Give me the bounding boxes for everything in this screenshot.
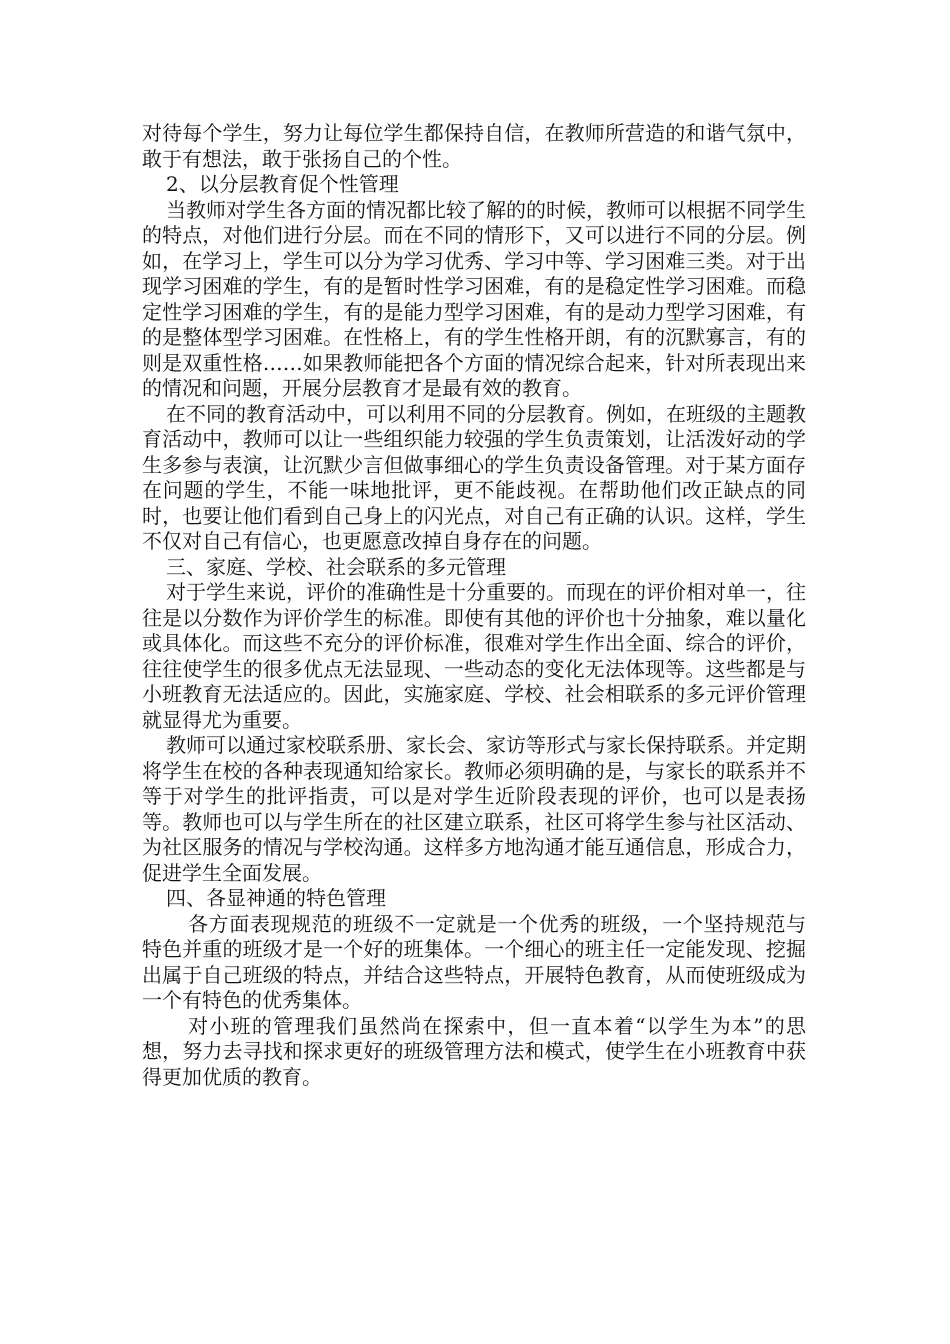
paragraph-evaluation: 对于学生来说，评价的准确性是十分重要的。而现在的评价相对单一，往往是以分数作为评价学生的标准。即使有其他的评价也十分抽象，难以量化或具体化。而这些不充分的评价标准，很难对学生作出全面、综合的评价，往往使学生的很多优点无法显现、一些动态的变化无法体现等。这些都是与小班教育无法适应的。因此，实施家庭、学校、社会相联系的多元评价管理就显得尤为重要。 bbox=[142, 580, 806, 732]
paragraph-home-school: 教师可以通过家校联系册、家长会、家访等形式与家长保持联系。并定期将学生在校的各种表现通知给家长。教师必须明确的是，与家长的联系并不等于对学生的批评指责，可以是对学生近阶段表现的评价，也可以是表扬等。教师也可以与学生所在的社区建立联系，社区可将学生参与社区活动、为社区服务的情况与学校沟通。这样多方地沟通才能互通信息，形成合力，促进学生全面发展。 bbox=[142, 733, 806, 885]
document-body bbox=[142, 121, 806, 1090]
section-heading-multi-management: 三、家庭、学校、社会联系的多元管理 bbox=[166, 554, 506, 579]
paragraph-conclusion: 对小班的管理我们虽然尚在探索中，但一直本着“以学生为本”的思想，努力去寻找和探求更好的班级管理方法和模式，使学生在小班教育中获得更加优质的教育。 bbox=[142, 1013, 806, 1089]
paragraph-layering: 当教师对学生各方面的情况都比较了解的的时候，教师可以根据不同学生的特点，对他们进行分层。而在不同的情形下，又可以进行不同的分层。例如，在学习上，学生可以分为学习优秀、学习中等、学习困难三类。对于出现学习困难的学生，有的是暂时性学习困难，有的是稳定性学习困难。而稳定性学习困难的学生，有的是能力型学习困难，有的是动力型学习困难，有的是整体型学习困难。在性格上，有的学生性格开朗，有的沉默寡言，有的则是双重性格……如果教师能把各个方面的情况综合起来，针对所表现出来的情况和问题，开展分层教育才是最有效的教育。 bbox=[142, 197, 806, 400]
paragraph-continuation: 对待每个学生，努力让每位学生都保持自信，在教师所营造的和谐气氛中，敢于有想法，敢于张扬自己的个性。 bbox=[142, 121, 806, 171]
section-heading-featured-management: 四、各显神通的特色管理 bbox=[166, 886, 386, 910]
paragraph-featured-class: 各方面表现规范的班级不一定就是一个优秀的班级，一个坚持规范与特色并重的班级才是一个好的班集体。一个细心的班主任一定能发现、挖掘出属于自己班级的特点，并结合这些特点，开展特色教育，从而使班级成为一个有特色的优秀集体。 bbox=[142, 911, 806, 1012]
paragraph-activities: 在不同的教育活动中，可以利用不同的分层教育。例如，在班级的主题教育活动中，教师可以让一些组织能力较强的学生负责策划，让活泼好动的学生多参与表演，让沉默少言但做事细心的学生负责设备管理。对于某方面存在问题的学生，不能一味地批评，更不能歧视。在帮助他们改正缺点的同时，也要让他们看到自己身上的闪光点，对自己有正确的认识。这样，学生不仅对自己有信心，也更愿意改掉自身存在的问题。 bbox=[142, 401, 806, 553]
section-heading-layered-education: 2、以分层教育促个性管理 bbox=[166, 172, 399, 196]
